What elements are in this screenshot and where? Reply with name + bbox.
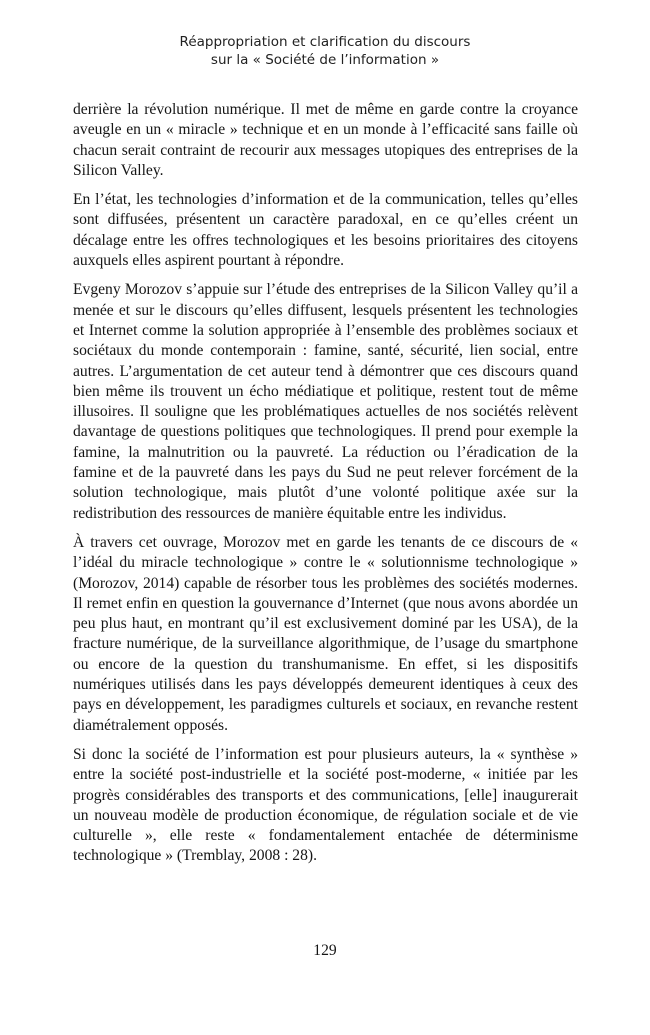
- paragraph-2: En l’état, les technologies d’information et de la communication, telles qu’elles sont diffusées, présentent un caractère paradoxal, en ce qu’elles créent un décalage entre les offres technologiques et les besoins prioritaires des citoyens auxquels elles aspirent pourtant à répondre.: [73, 191, 578, 270]
- running-header-line-1: Réappropriation et clarification du discours: [179, 34, 471, 50]
- page-number: 129: [313, 942, 337, 959]
- paragraph-4: À travers cet ouvrage, Morozov met en garde les tenants de ce discours de « l’idéal du miracle technologique » contre le « solutionnisme technologique » (Morozov, 2014) capable de résorber tous les problèmes des sociétés modernes. Il remet enfin en question la gouvernance d’Internet (que nous avons abordée un peu plus haut, en montrant qu’il est exclusivement dominé par les USA), de la fracture numérique, de la surveillance algorithmique, de l’usage du smartphone ou encore de la question du transhumanisme. En effet, si les dispositifs numériques utilisés dans les pays développés demeurent identiques à ceux des pays en développement, les paradigmes culturels et sociaux, en revanche restent diamétralement opposés.: [73, 533, 578, 734]
- running-header-line-2: sur la « Société de l’information »: [210, 52, 440, 68]
- paragraph-5: Si donc la société de l’information est pour plusieurs auteurs, la « synthèse » entre la société post-industrielle et la société post-moderne, « initiée par les progrès considérables des transports et des communications, [elle] inaugurerait un nouveau modèle de production économique, de régulation sociale et de vie culturelle », elle reste « fondamentalement entachée de déterminisme technologique » (Tremblay, 2008 : 28).: [73, 745, 578, 865]
- running-header: [0, 33, 650, 69]
- body-text: [73, 100, 578, 876]
- paragraph-3: Evgeny Morozov s’appuie sur l’étude des entreprises de la Silicon Valley qu’il a menée et sur le discours qu’elles diffusent, lesquels présentent les technologies et Internet comme la solution appropriée à l’ensemble des problèmes sociaux et sociétaux du monde contemporain : famine, santé, sécurité, lien social, entre autres. L’argumentation de cet auteur tend à démontrer que ces discours quand bien même ils trouvent un écho médiatique et politique, restent tout de même illusoires. Il souligne que les problématiques actuelles de nos sociétés relèvent davantage de questions politiques que technologiques. Il prend pour exemple la famine, la malnutrition ou la pauvreté. La réduction ou l’éradication de la famine et de la pauvreté dans les pays du Sud ne peut relever forcément de la solution technologique, mais plutôt d’une volonté politique axée sur la redistribution des ressources de manière équitable entre les individus.: [73, 281, 578, 522]
- paragraph-1: derrière la révolution numérique. Il met de même en garde contre la croyance aveugle en un « miracle » technique et en un monde à l’efficacité sans faille où chacun serait contraint de recourir aux messages utopiques des entreprises de la Silicon Valley.: [73, 101, 578, 179]
